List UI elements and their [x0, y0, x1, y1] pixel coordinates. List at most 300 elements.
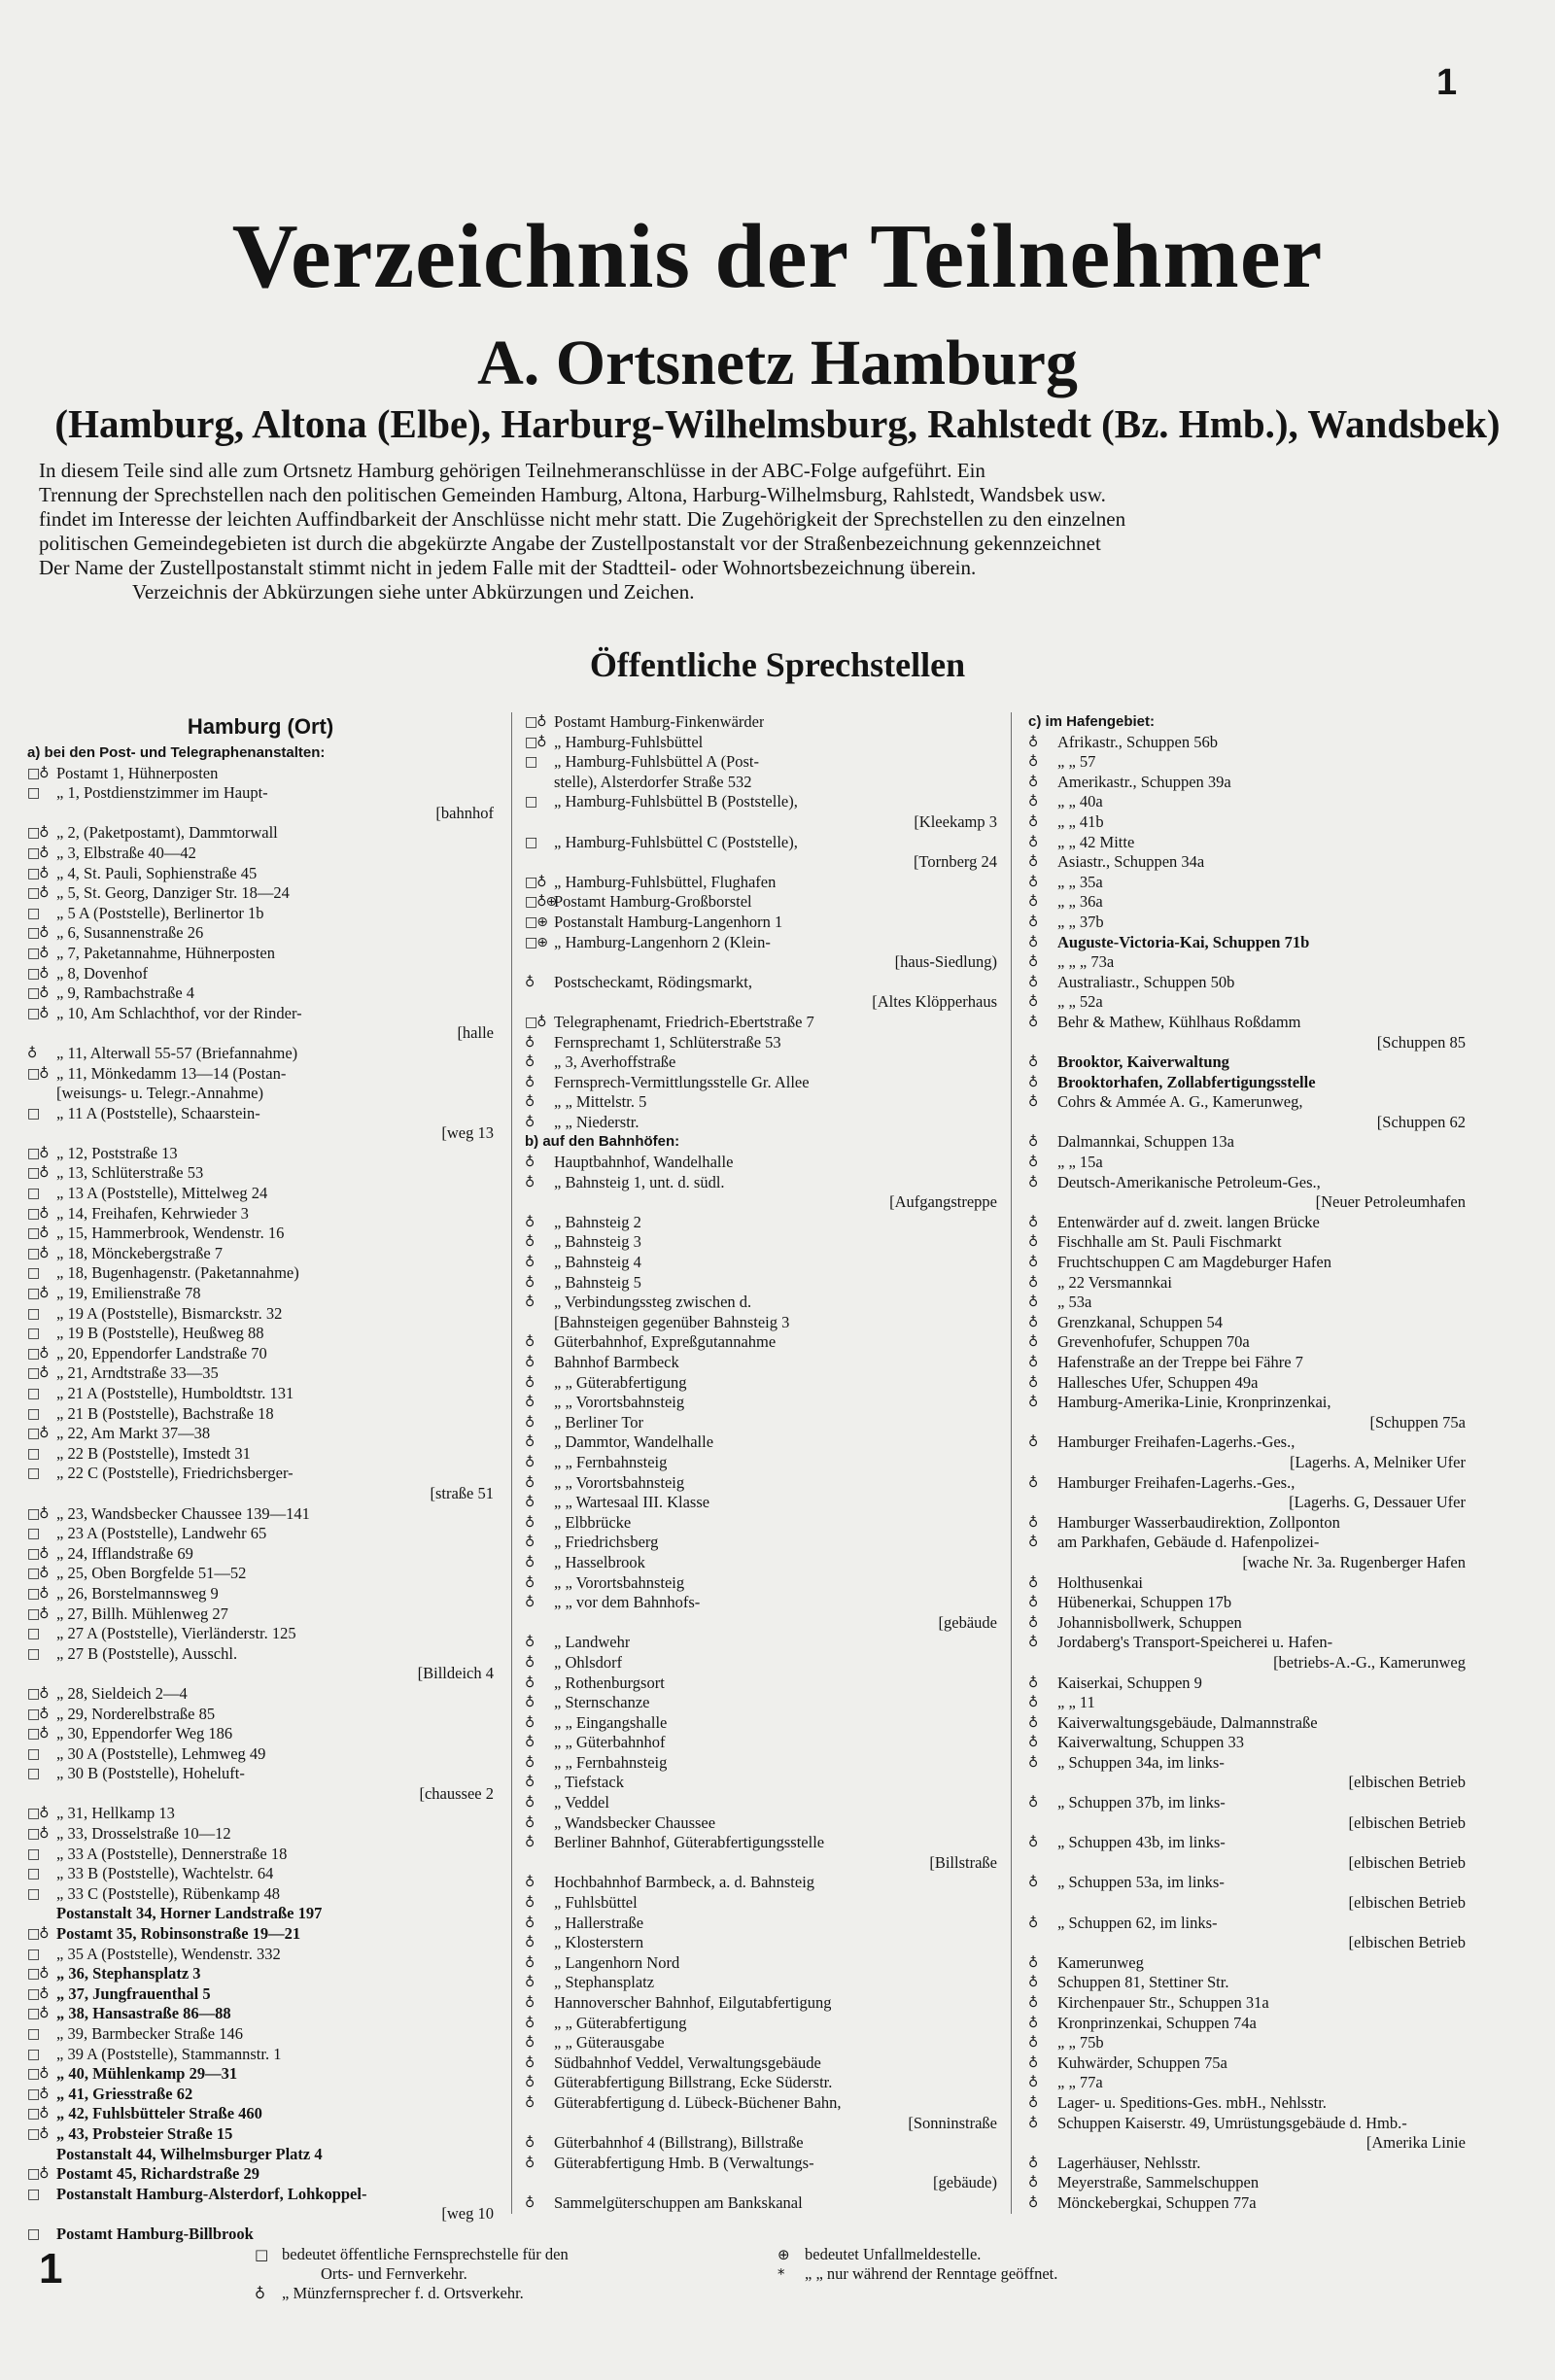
listing-text: „ Bahnsteig 3 — [554, 1232, 641, 1252]
listing-symbol-icon: □ — [27, 1186, 40, 1202]
listing-symbol-icon: □ — [27, 1305, 40, 1322]
listing-symbol-icon: □ — [525, 794, 537, 811]
listing-symbol-icon: □♁ — [27, 1145, 49, 1161]
listing-entry — [1028, 1793, 1466, 1813]
listing-entry — [525, 1973, 997, 1993]
listing-symbol-icon: ♁ — [1028, 1355, 1038, 1370]
listing-text: Lagerhäuser, Nehlsstr. — [1057, 2153, 1201, 2172]
listing-symbol-icon: □♁ — [27, 1165, 49, 1182]
listing-entry — [525, 1753, 997, 1774]
listing-text: „ Hamburg-Fuhlsbüttel, Flughafen — [554, 872, 777, 891]
listing-entry — [1028, 1833, 1466, 1853]
listing-text: Güterbahnhof, Expreßgutannahme — [554, 1332, 777, 1352]
listing-symbol-icon: ♁ — [1028, 1735, 1038, 1751]
listing-symbol-icon: ♁ — [1028, 1835, 1038, 1851]
listing-text: „ 21 B (Poststelle), Bachstraße 18 — [56, 1403, 274, 1423]
listing-entry — [1028, 1773, 1466, 1793]
listing-text: „ 30 B (Poststelle), Hoheluft- — [56, 1764, 245, 1783]
listing-entry — [1028, 1693, 1466, 1713]
listing-symbol-icon: □♁ — [27, 1286, 49, 1302]
listing-text: Postamt 35, Robinsonstraße 19—21 — [56, 1924, 301, 1944]
listing-symbol-icon: □♁⊕ — [525, 894, 557, 911]
listing-symbol-icon: ♁ — [1028, 1514, 1038, 1531]
listing-symbol-icon: ♁ — [525, 1795, 535, 1811]
listing-entry — [27, 2164, 494, 2185]
legend-row — [778, 2264, 1361, 2284]
listing-text: „ 21, Arndtstraße 33—35 — [56, 1363, 219, 1383]
listing-symbol-icon: ♁ — [525, 1234, 535, 1251]
listing-symbol-icon: ♁ — [525, 974, 535, 990]
listing-text: „ „ 11 — [1057, 1693, 1095, 1712]
legend-symbol-icon: □ — [255, 2246, 269, 2263]
listing-symbol-icon: ♁ — [1028, 1474, 1038, 1491]
listing-text: Hochbahnhof Barmbeck, a. d. Bahnsteig — [554, 1873, 815, 1892]
listing-text: „ 20, Eppendorfer Landstraße 70 — [56, 1343, 267, 1362]
listing-entry — [525, 2033, 997, 2053]
listing-text: [elbischen Betrieb — [1348, 1812, 1466, 1832]
listing-text: „ Bahnsteig 1, unt. d. südl. — [554, 1172, 725, 1191]
listing-symbol-icon: ♁ — [525, 2094, 535, 2111]
listing-symbol-icon: ♁ — [1028, 1255, 1038, 1271]
listing-text: „ Tiefstack — [554, 1773, 624, 1792]
listing-entry — [27, 1544, 494, 1565]
listing-symbol-icon: ♁ — [525, 1214, 535, 1230]
listing-text: „ 27 B (Poststelle), Ausschl. — [56, 1643, 238, 1663]
intro-line: In diesem Teile sind alle zum Ortsnetz Hamburg gehörigen Teilnehmeranschlüsse in der ABC-Folge aufgeführt. Ein — [39, 459, 985, 482]
listing-text: „ Sternschanze — [554, 1693, 650, 1712]
listing-symbol-icon: □♁ — [27, 1726, 49, 1742]
listing-entry — [525, 2093, 997, 2114]
listing-text: „ Bahnsteig 2 — [554, 1212, 641, 1231]
listing-symbol-icon: □♁ — [27, 865, 49, 881]
listing-symbol-icon: ♁ — [525, 1155, 535, 1171]
listing-entry — [525, 733, 997, 753]
listing-text: Lager- u. Speditions-Ges. mbH., Nehlsstr. — [1057, 2092, 1327, 2112]
listing-symbol-icon: ♁ — [525, 1975, 535, 1991]
listing-text: „ „ Eingangshalle — [554, 1712, 668, 1732]
listing-symbol-icon: ♁ — [1028, 2094, 1038, 2111]
listing-text: [Bahnsteigen gegenüber Bahnsteig 3 — [554, 1312, 790, 1331]
listing-text: [weisungs- u. Telegr.-Annahme) — [56, 1084, 263, 1103]
listing-entry — [27, 1524, 494, 1544]
listing-symbol-icon: □ — [27, 1326, 40, 1342]
listing-symbol-icon: □♁ — [27, 1345, 49, 1362]
listing-entry — [1028, 933, 1466, 953]
column-rule — [511, 712, 512, 2214]
listing-entry — [27, 1123, 494, 1144]
listing-text: „ 13, Schlüterstraße 53 — [56, 1163, 204, 1183]
listing-symbol-icon: □ — [525, 754, 537, 771]
listing-entry — [27, 1104, 494, 1124]
listing-entry — [1028, 1353, 1466, 1373]
listing-text: [Neuer Petroleumhafen — [1315, 1192, 1466, 1212]
listing-text: „ 11, Alterwall 55-57 (Briefannahme) — [56, 1043, 298, 1062]
listing-entry — [27, 1144, 494, 1164]
listing-text: „ 33 C (Poststelle), Rübenkamp 48 — [56, 1883, 281, 1903]
listing-entry — [1028, 1113, 1466, 1133]
listing-text: [Schuppen 62 — [1376, 1112, 1466, 1131]
listing-text: „ „ „ 73a — [1057, 952, 1115, 972]
listing-entry — [27, 1705, 494, 1725]
listing-text: „ Langenhorn Nord — [554, 1952, 680, 1972]
listing-text: „ Schuppen 43b, im links- — [1057, 1833, 1226, 1852]
entry-list — [525, 712, 997, 1132]
listing-symbol-icon: □♁ — [27, 1966, 49, 1983]
listing-symbol-icon: □♁ — [27, 1826, 49, 1843]
listing-symbol-icon: ♁ — [525, 1814, 535, 1831]
listing-entry — [525, 752, 997, 773]
listing-entry — [27, 1064, 494, 1085]
listing-text: „ 26, Borstelmannsweg 9 — [56, 1583, 219, 1603]
listing-text: Cohrs & Ammée A. G., Kamerunweg, — [1057, 1092, 1303, 1112]
region-line: (Hamburg, Altona (Elbe), Harburg-Wilhelmsburg, Rahlstedt (Bz. Hmb.), Wandsbek) — [54, 401, 1501, 446]
listing-text: Postanstalt 44, Wilhelmsburger Platz 4 — [56, 2144, 323, 2163]
listing-entry — [525, 1813, 997, 1834]
listing-text: „ 23, Wandsbecker Chaussee 139—141 — [56, 1503, 310, 1523]
listing-text: Brooktor, Kaiverwaltung — [1057, 1052, 1229, 1072]
listing-text: Fernsprechamt 1, Schlüterstraße 53 — [554, 1032, 781, 1052]
listing-text: „ 8, Dovenhof — [56, 963, 148, 983]
column-rule — [1011, 712, 1012, 2214]
listing-entry — [1028, 1332, 1466, 1353]
listing-symbol-icon: ♁ — [525, 2015, 535, 2031]
listing-entry — [1028, 1052, 1466, 1073]
listing-symbol-icon: □ — [27, 2186, 40, 2202]
legend-row — [255, 2264, 760, 2284]
listing-entry — [1028, 773, 1466, 793]
listing-text: [straße 51 — [430, 1483, 494, 1502]
listing-text: „ „ 40a — [1057, 792, 1103, 811]
listing-text: Behr & Mathew, Kühlhaus Roßdamm — [1057, 1012, 1301, 1031]
listing-entry — [525, 1293, 997, 1313]
listing-symbol-icon: □⊕ — [525, 914, 547, 930]
listing-entry — [27, 2204, 494, 2225]
listing-entry — [525, 992, 997, 1013]
listing-symbol-icon: □ — [27, 2046, 40, 2062]
listing-text: [haus-Siedlung) — [894, 952, 997, 972]
listing-text: Güterabfertigung d. Lübeck-Büchener Bahn, — [554, 2092, 842, 2112]
listing-symbol-icon: ♁ — [1028, 1134, 1038, 1151]
listing-text: „ Dammtor, Wandelhalle — [554, 1432, 714, 1452]
listing-symbol-icon: ♁ — [525, 1735, 535, 1751]
listing-symbol-icon: ♁ — [525, 1895, 535, 1912]
listing-symbol-icon: □♁ — [27, 1806, 49, 1822]
listing-text: Fernsprech-Vermittlungsstelle Gr. Allee — [554, 1072, 810, 1091]
listing-text: „ 22 Versmannkai — [1057, 1272, 1172, 1292]
listing-text: Afrikastr., Schuppen 56b — [1057, 732, 1218, 751]
listing-text: Kirchenpauer Str., Schuppen 31a — [1057, 1993, 1269, 2012]
listing-text: [Altes Klöpperhaus — [872, 992, 997, 1012]
listing-entry — [1028, 1593, 1466, 1613]
listing-symbol-icon: ♁ — [525, 1054, 535, 1071]
listing-entry — [27, 1163, 494, 1184]
listing-text: „ „ Vorortsbahnsteig — [554, 1393, 685, 1412]
listing-entry — [1028, 1213, 1466, 1233]
listing-text: „ 19 B (Poststelle), Heußweg 88 — [56, 1324, 264, 1343]
listing-text: „ 14, Freihafen, Kehrwieder 3 — [56, 1203, 249, 1223]
listing-symbol-icon: ♁ — [525, 1174, 535, 1190]
listing-text: „ 11 A (Poststelle), Schaarstein- — [56, 1103, 260, 1122]
listing-text: „ Berliner Tor — [554, 1412, 644, 1431]
listing-text: „ Bahnsteig 5 — [554, 1272, 641, 1292]
listing-text: [Tornberg 24 — [913, 852, 997, 872]
listing-entry — [27, 1744, 494, 1765]
listing-text: „ Hallerstraße — [554, 1913, 644, 1932]
listing-entry — [525, 1192, 997, 1213]
listing-entry — [525, 1052, 997, 1073]
listing-symbol-icon: ♁ — [525, 2135, 535, 2152]
listing-text: Postamt Hamburg-Finkenwärder — [554, 712, 765, 731]
listing-symbol-icon: ♁ — [1028, 2035, 1038, 2052]
listing-symbol-icon: □♁ — [27, 2066, 49, 2083]
listing-entry — [1028, 2193, 1466, 2214]
listing-entry — [27, 823, 494, 844]
listing-symbol-icon: ♁ — [1028, 754, 1038, 771]
listing-symbol-icon: ♁ — [525, 1414, 535, 1431]
listing-entry — [525, 1453, 997, 1473]
listing-symbol-icon: □♁ — [27, 1225, 49, 1242]
intro-line: Der Name der Zustellpostanstalt stimmt nicht in jedem Falle mit der Stadtteil- oder Wohnortsbezeichnung überein. — [39, 556, 977, 579]
listing-text: Hannoverscher Bahnhof, Eilgutabfertigung — [554, 1993, 832, 2012]
listing-text: Fischhalle am St. Pauli Fischmarkt — [1057, 1232, 1282, 1252]
listing-entry — [27, 783, 494, 804]
listing-text: [betriebs-A.-G., Kamerunweg — [1273, 1652, 1466, 1672]
listing-symbol-icon: ♁ — [525, 1114, 535, 1130]
listing-entry — [1028, 1533, 1466, 1553]
listing-symbol-icon: ♁ — [1028, 1674, 1038, 1691]
listing-entry — [27, 2045, 494, 2065]
listing-symbol-icon: ♁ — [525, 1554, 535, 1570]
listing-text: „ Schuppen 34a, im links- — [1057, 1752, 1225, 1772]
listing-entry — [1028, 1132, 1466, 1153]
listing-symbol-icon: ♁ — [525, 1995, 535, 2011]
listing-text: „ 10, Am Schlachthof, vor der Rinder- — [56, 1003, 302, 1022]
listing-symbol-icon: ♁ — [525, 1454, 535, 1470]
listing-symbol-icon: ♁ — [525, 2054, 535, 2071]
entry-list — [1028, 733, 1466, 2214]
listing-symbol-icon: ♁ — [525, 1355, 535, 1370]
listing-symbol-icon: □♁ — [27, 1985, 49, 2002]
listing-symbol-icon: ♁ — [525, 1875, 535, 1891]
listing-symbol-icon: ♁ — [1028, 1995, 1038, 2011]
listing-entry — [27, 1424, 494, 1444]
legend-symbol-icon: * — [778, 2265, 785, 2283]
listing-text: „ Hamburg-Langenhorn 2 (Klein- — [554, 932, 771, 951]
listing-entry — [525, 2154, 997, 2174]
listing-entry — [1028, 1673, 1466, 1694]
intro-line: politischen Gemeindegebieten ist durch die abgekürzte Angabe der Zustellpostanstalt vor der Straßenbezeichnung gekennzeichnet — [39, 532, 1101, 555]
listing-text: [elbischen Betrieb — [1348, 1852, 1466, 1872]
listing-entry — [27, 1924, 494, 1945]
listing-symbol-icon: □ — [27, 1445, 40, 1462]
listing-entry — [27, 1044, 494, 1064]
listing-symbol-icon: ♁ — [525, 1514, 535, 1531]
listing-symbol-icon: □ — [27, 2026, 40, 2042]
listing-text: [elbischen Betrieb — [1348, 1893, 1466, 1913]
listing-entry — [27, 1084, 494, 1104]
listing-entry — [27, 1244, 494, 1264]
listing-entry — [525, 2114, 997, 2134]
listing-text: [Lagerhs. G, Dessauer Ufer — [1289, 1493, 1466, 1512]
listing-entry — [1028, 1873, 1466, 1893]
listing-symbol-icon: □♁ — [27, 1566, 49, 1582]
listing-text: „ „ Güterabfertigung — [554, 2013, 687, 2032]
listing-symbol-icon: ♁ — [525, 1935, 535, 1951]
listing-symbol-icon: ♁ — [1028, 1014, 1038, 1030]
listing-text: „ „ Niederstr. — [554, 1112, 639, 1131]
listing-text: Güterbahnhof 4 (Billstrang), Billstraße — [554, 2133, 804, 2153]
listing-symbol-icon: ♁ — [1028, 1434, 1038, 1451]
listing-entry — [1028, 2114, 1466, 2134]
listing-symbol-icon: □♁ — [525, 874, 546, 890]
listing-symbol-icon: ♁ — [1028, 2155, 1038, 2171]
listing-text: Entenwärder auf d. zweit. langen Brücke — [1057, 1212, 1320, 1231]
listing-entry — [1028, 1192, 1466, 1213]
listing-entry — [1028, 812, 1466, 833]
listing-entry — [27, 983, 494, 1004]
listing-entry — [1028, 1914, 1466, 1934]
listing-symbol-icon: ♁ — [525, 1695, 535, 1711]
listing-text: Postscheckamt, Rödingsmarkt, — [554, 972, 752, 991]
listing-symbol-icon: ♁ — [1028, 813, 1038, 830]
listing-entry — [27, 1845, 494, 1865]
listing-symbol-icon: ♁ — [1028, 1155, 1038, 1171]
listing-entry — [525, 2173, 997, 2193]
listing-text: Kamerunweg — [1057, 1952, 1144, 1972]
listing-text: „ „ 75b — [1057, 2033, 1104, 2052]
listing-entry — [525, 1432, 997, 1453]
legend-symbol-icon: ♁ — [255, 2285, 265, 2302]
listing-symbol-icon: ♁ — [525, 1495, 535, 1511]
listing-text: „ 38, Hansastraße 86—88 — [56, 2004, 231, 2023]
listing-symbol-icon: □ — [27, 1265, 40, 1282]
legend-text: bedeutet Unfallmeldestelle. — [805, 2245, 982, 2263]
listing-entry — [525, 1693, 997, 1713]
listing-entry — [1028, 1232, 1466, 1253]
listing-entry — [525, 773, 997, 793]
listing-entry — [525, 1153, 997, 1173]
listing-symbol-icon: ♁ — [1028, 1954, 1038, 1971]
listing-text: [Schuppen 85 — [1376, 1032, 1466, 1052]
listing-entry — [27, 1945, 494, 1965]
listing-entry — [525, 1593, 997, 1613]
listing-entry — [525, 1113, 997, 1133]
listing-entry — [525, 892, 997, 913]
listing-symbol-icon: □ — [27, 1105, 40, 1121]
listing-text: „ 22 C (Poststelle), Friedrichsberger- — [56, 1464, 294, 1483]
listing-text: „ „ 57 — [1057, 752, 1096, 772]
listing-entry — [525, 2193, 997, 2214]
listing-entry — [27, 1644, 494, 1665]
listing-entry — [1028, 1253, 1466, 1273]
listing-entry — [525, 1873, 997, 1893]
listing-symbol-icon: □ — [27, 1885, 40, 1902]
listing-symbol-icon: □♁ — [27, 1585, 49, 1602]
listing-symbol-icon: □♁ — [27, 1005, 49, 1021]
listing-text: „ 7, Paketannahme, Hühnerposten — [56, 943, 275, 962]
listing-entry — [1028, 1092, 1466, 1113]
listing-symbol-icon: □♁ — [27, 985, 49, 1002]
legend-text: bedeutet öffentliche Fernsprechstelle für den — [282, 2245, 569, 2263]
listing-symbol-icon: ♁ — [525, 1474, 535, 1491]
listing-entry — [27, 1824, 494, 1845]
listing-entry — [27, 764, 494, 784]
intro-line: Verzeichnis der Abkürzungen siehe unter Abkürzungen und Zeichen. — [132, 580, 695, 604]
listing-text: „ 42, Fuhlsbütteler Straße 460 — [56, 2104, 262, 2123]
listing-text: „ Stephansplatz — [554, 1973, 655, 1992]
listing-text: „ Schuppen 37b, im links- — [1057, 1793, 1226, 1812]
legend-symbol-icon — [255, 2264, 282, 2284]
listing-symbol-icon: ♁ — [525, 1775, 535, 1791]
listing-text: „ „ Güterabfertigung — [554, 1372, 687, 1392]
listing-entry — [525, 792, 997, 812]
listing-symbol-icon: □♁ — [27, 2106, 49, 2122]
listing-entry — [1028, 2093, 1466, 2114]
listing-entry — [1028, 1733, 1466, 1753]
listing-text: „ 33, Drosselstraße 10—12 — [56, 1824, 231, 1844]
listing-symbol-icon: ♁ — [1028, 2054, 1038, 2071]
listing-symbol-icon: ♁ — [1028, 774, 1038, 790]
listing-symbol-icon: ♁ — [27, 1045, 37, 1061]
listing-text: „ „ 36a — [1057, 892, 1103, 912]
listing-text: „ 39, Barmbecker Straße 146 — [56, 2024, 243, 2043]
listing-text: Güterabfertigung Hmb. B (Verwaltungs- — [554, 2153, 814, 2172]
listing-text: Meyerstraße, Sammelschuppen — [1057, 2173, 1260, 2192]
listing-text: [Billstraße — [929, 1852, 997, 1872]
listing-text: Südbahnhof Veddel, Verwaltungsgebäude — [554, 2052, 821, 2072]
listing-text: Schuppen Kaiserstr. 49, Umrüstungsgebäude d. Hmb.- — [1057, 2113, 1407, 2132]
listing-text: Postamt Hamburg-Billbrook — [56, 2224, 254, 2243]
listing-text: Postamt 45, Richardstraße 29 — [56, 2164, 259, 2184]
listing-text: „ 4, St. Pauli, Sophienstraße 45 — [56, 863, 258, 882]
listing-symbol-icon: □♁ — [27, 925, 49, 942]
listing-symbol-icon: ♁ — [1028, 734, 1038, 750]
listing-text: [gebäude — [938, 1612, 997, 1632]
listing-symbol-icon: □♁ — [27, 1706, 49, 1722]
listing-entry — [1028, 1973, 1466, 1993]
listing-symbol-icon: ♁ — [1028, 2115, 1038, 2131]
listing-text: „ 22 B (Poststelle), Imstedt 31 — [56, 1443, 251, 1463]
listing-entry — [1028, 752, 1466, 773]
listing-text: „ 13 A (Poststelle), Mittelweg 24 — [56, 1184, 268, 1203]
listing-text: „ „ Vorortsbahnsteig — [554, 1472, 685, 1492]
listing-symbol-icon: □ — [27, 1845, 40, 1862]
listing-entry — [1028, 1613, 1466, 1634]
listing-entry — [525, 1173, 997, 1193]
listing-entry — [27, 1584, 494, 1604]
listing-text: [wache Nr. 3a. Rugenberger Hafen — [1242, 1552, 1466, 1571]
listing-text: „ „ Güterausgabe — [554, 2033, 665, 2052]
listing-entry — [525, 1073, 997, 1093]
listing-entry — [525, 1533, 997, 1553]
listing-text: „ 1, Postdienstzimmer im Haupt- — [56, 783, 268, 803]
listing-text: „ 36, Stephansplatz 3 — [56, 1964, 201, 1983]
listing-entry — [27, 1664, 494, 1684]
listing-symbol-icon: ♁ — [525, 1654, 535, 1671]
listing-entry — [27, 964, 494, 984]
listing-entry — [27, 1204, 494, 1224]
listing-symbol-icon: ♁ — [1028, 1795, 1038, 1811]
listing-entry — [27, 1304, 494, 1325]
listing-text: „ 11, Mönkedamm 13—14 (Postan- — [56, 1063, 287, 1083]
listing-entry — [525, 1232, 997, 1253]
listing-symbol-icon: ♁ — [1028, 1054, 1038, 1071]
listing-text: „ „ 41b — [1057, 811, 1104, 831]
listing-entry — [27, 1224, 494, 1244]
listing-entry — [27, 2085, 494, 2105]
listing-text: [Amerika Linie — [1365, 2133, 1466, 2153]
listing-entry — [1028, 2014, 1466, 2034]
